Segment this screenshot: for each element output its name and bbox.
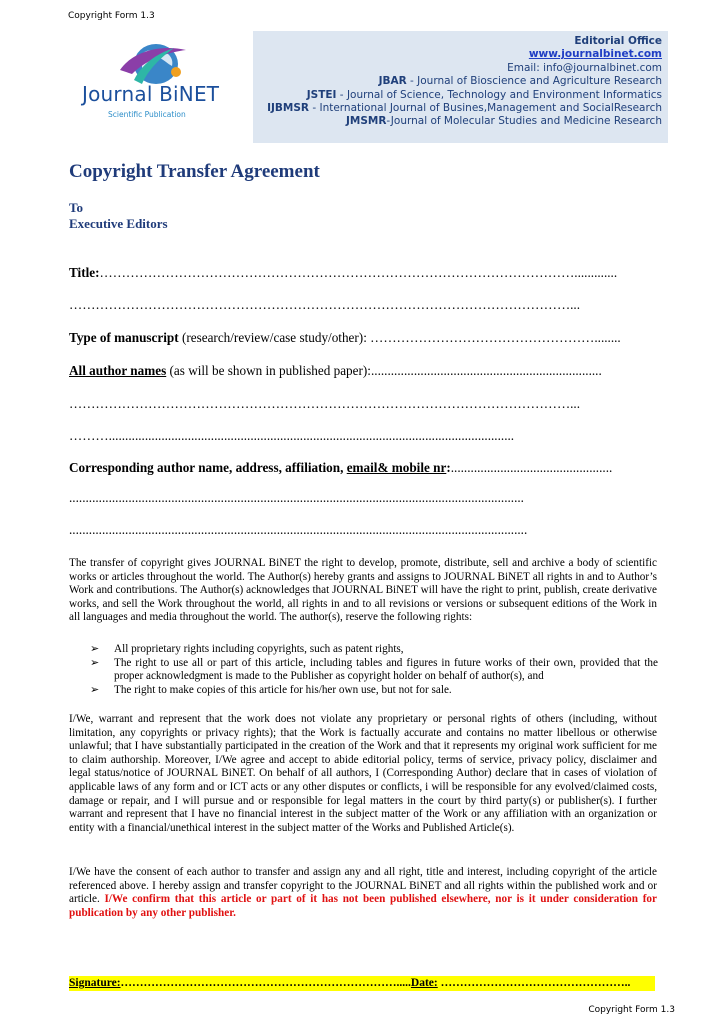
author-names-line-2[interactable]: ……………………………………………………………………………………………………... <box>69 396 581 411</box>
office-title: Editorial Office <box>574 35 662 47</box>
date-label: Date: <box>410 977 438 989</box>
website-link[interactable]: www.journalbinet.com <box>528 48 662 61</box>
intro-paragraph: The transfer of copyright gives JOURNAL BiNET the right to develop, promote, distribute, sell and archive a body of scientific works or articles throughout the world. The Author(s) hereby grants and assigns to JOURNAL BiNET all rights in and to Author’s Work and contributions. The Author(s) acknowledges that JOURNAL BiNET will have the right to print, publish, create derivative works, and sell the Work throughout the world, all rights in and to all revisions or versions or subsequent editions of the Work in all languages and media throughout the world. The author(s), reserve the following rights: <box>69 557 657 624</box>
list-item: ➢ All proprietary rights including copyrights, such as patent rights, <box>90 643 404 655</box>
list-item: ➢ The right to make copies of this article for his/her own use, but not for sale. <box>90 683 452 696</box>
journal-logo <box>68 40 228 132</box>
corresponding-author-line-2[interactable]: .......................................................................................................................................... <box>69 490 524 505</box>
corresponding-author-label: Corresponding author name, address, affiliation, email& mobile nr: <box>69 460 451 475</box>
consent-paragraph: I/We have the consent of each author to transfer and assign any and all right, title and interest, including copyright of the article referenced above. I hereby assign and transfer copyright to the JOURNAL BiNET and all rights within the published work and or article. I/We confirm that this article or part of it has not been published elsewhere, nor is it under consideration for publication by any other publisher. <box>69 866 657 919</box>
manuscript-type-label: Type of manuscript <box>69 330 179 345</box>
editorial-office-box <box>253 31 668 143</box>
title-label: Title: <box>69 265 100 280</box>
date-field[interactable]: ………………………………………….. <box>437 977 631 989</box>
journal-jstei: JSTEI - Journal of Science, Technology and Environment Informatics <box>306 88 662 101</box>
arrow-bullet-icon: ➢ <box>90 683 100 696</box>
list-item: ➢ The right to use all or part of this article, including tables and figures in future works of their own, provided that the proper acknowledgment is made to the Publisher as copyright holder on behalf of author(s), and <box>90 656 658 683</box>
addressee-value: Executive Editors <box>69 216 168 231</box>
corresponding-author-field[interactable]: Corresponding author name, address, affiliation, email& mobile nr:................................................. <box>69 460 613 475</box>
journal-jmsmr: JMSMR-Journal of Molecular Studies and Medicine Research <box>345 115 662 128</box>
reserved-rights-list <box>90 643 658 697</box>
logo-wordmark: Journal BiNET <box>82 82 220 106</box>
manuscript-type-field[interactable]: Type of manuscript (research/review/case study/other): ……………………………………………........ <box>69 330 621 345</box>
signature-field[interactable]: ………………………………………………………………..... <box>120 977 411 989</box>
globe-logo-icon <box>112 40 192 86</box>
form-version-top: Copyright Form 1.3 <box>68 11 155 21</box>
title-field-line-2[interactable]: ……………………………………………………………………………………………………... <box>69 297 581 312</box>
form-version-bottom: Copyright Form 1.3 <box>588 1005 675 1015</box>
document-title: Copyright Transfer Agreement <box>69 161 320 182</box>
corresponding-author-line-3[interactable]: ........................................................................................................................................... <box>69 522 528 537</box>
logo-tagline: Scientific Publication <box>108 110 186 119</box>
author-names-line-3[interactable]: ………........................................................................................................................... <box>69 428 515 443</box>
arrow-bullet-icon: ➢ <box>90 656 100 669</box>
warranty-paragraph: I/We, warrant and represent that the work does not violate any proprietary or personal rights of others (including, without limitation, any copyrights or privacy rights); that the Work is factually accurate and contains no matter libellous or otherwise unlawful; that I have substantially participated in the creation of the Work and that it represents my original work sufficient for me to claim authorship. Moreover, I/We agree and accept to abide editorial policy, terms of service, privacy policy, disclaimer and legal status/notice of JOURNAL BiNET. On behalf of all authors, I (Corresponding Author) declare that in cases of violation of applicable laws of any form and or ICT acts or any other disputes or conflicts, i will be responsible for any evolved/claimed costs, damage or repair, and I will pursue and or responsible for legal matters in the court by third party(s) or publisher(s). I further warrant and represent that I have no financial interest in the subject matter of the Work or any affiliation with an organization or entity with a financial/unethical interest in the subject matter of the Works and Published Article(s). <box>69 713 657 834</box>
author-names-label: All author names <box>69 363 167 378</box>
author-names-field[interactable]: All author names (as will be shown in published paper):...................................................................... <box>69 363 602 378</box>
journal-ijbmsr: IJBMSR - International Journal of Busines,Management and SocialResearch <box>267 102 662 115</box>
confirmation-statement: I/We confirm that this article or part of it has not been published elsewhere, nor is it under consideration for publication by any other publisher. <box>69 893 657 919</box>
title-field[interactable]: Title:………………………………………………………………………………………………............. <box>69 265 618 280</box>
signature-row <box>69 976 655 991</box>
arrow-bullet-icon: ➢ <box>90 643 100 655</box>
signature-label: Signature: <box>69 977 121 989</box>
journal-jbar: JBAR - Journal of Bioscience and Agriculture Research <box>378 75 662 88</box>
office-email: Email: info@journalbinet.com <box>507 61 662 74</box>
addressee-label: To <box>69 200 83 215</box>
